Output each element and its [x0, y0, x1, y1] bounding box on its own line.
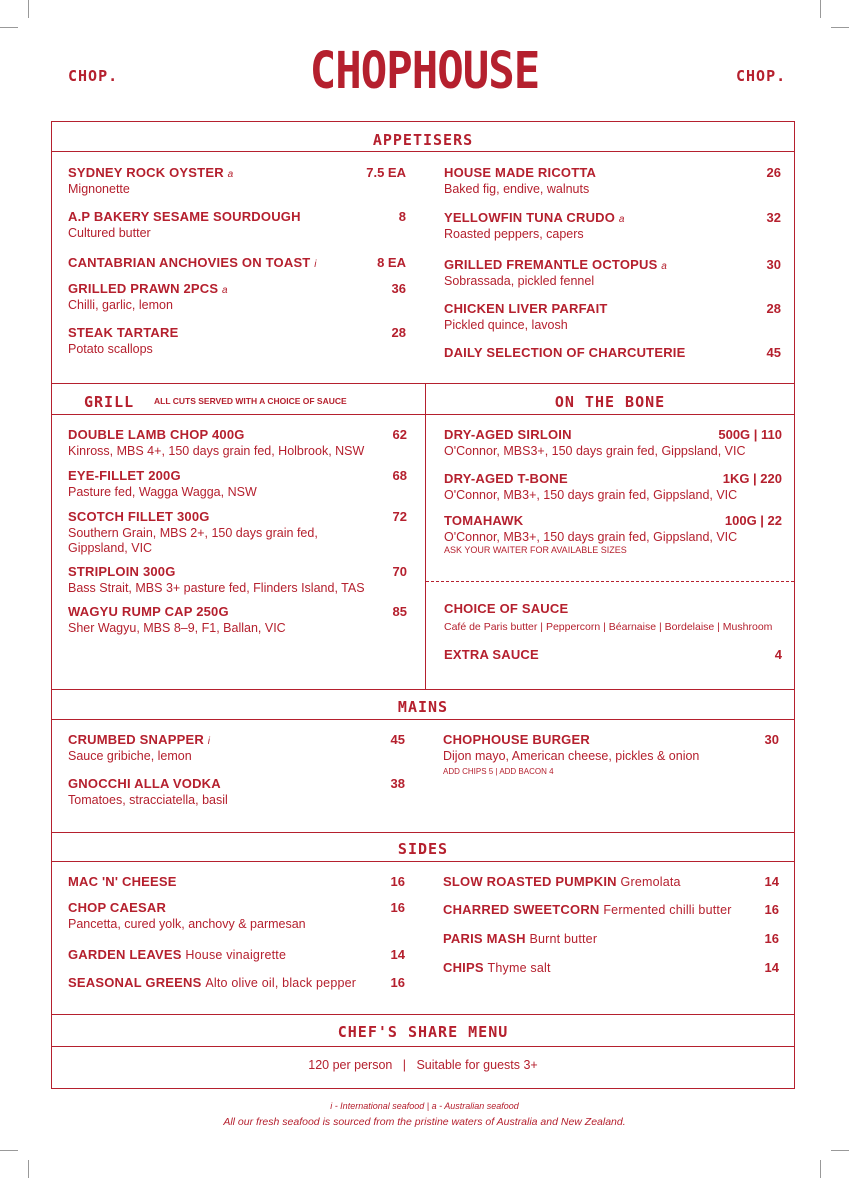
header-right-logo: CHOP. [736, 67, 787, 85]
menu-item: CRUMBED SNAPPER i Sauce gribiche, lemon 45 [68, 732, 405, 763]
menu-item: PARIS MASH Burnt butter 16 [443, 931, 779, 946]
menu-item: CHOPHOUSE BURGER Dijon mayo, American cheese, pickles & onion ADD CHIPS 5 | ADD BACON 4 30 [443, 732, 779, 776]
menu-item: GRILLED FREMANTLE OCTOPUS a Sobrassada, pickled fennel 30 [444, 257, 781, 288]
menu-item: GNOCCHI ALLA VODKA Tomatoes, stracciatella, basil 38 [68, 776, 405, 807]
footer-legend: i - International seafood | a - Australian seafood [330, 1101, 519, 1111]
menu-item: DAILY SELECTION OF CHARCUTERIE 45 [444, 345, 781, 360]
appetisers-title: APPETISERS [372, 131, 474, 149]
menu-item: SLOW ROASTED PUMPKIN Gremolata 14 [443, 874, 779, 889]
appetisers-section [51, 121, 795, 384]
dashed-divider [426, 581, 794, 583]
grill-bone-section [51, 383, 795, 690]
menu-item: DRY-AGED SIRLOIN O'Connor, MBS3+, 150 days grain fed, Gippsland, VIC 500G | 110 [444, 427, 782, 458]
menu-item: A.P BAKERY SESAME SOURDOUGH Cultured butter 8 [68, 209, 406, 240]
extra-sauce-item: EXTRA SAUCE 4 [444, 647, 782, 662]
sides-section [51, 832, 795, 1015]
bone-title: ON THE BONE [554, 393, 666, 411]
menu-item: DOUBLE LAMB CHOP 400G Kinross, MBS 4+, 150 days grain fed, Holbrook, NSW 62 [68, 427, 407, 458]
share-text: 120 per person | Suitable for guests 3+ [308, 1058, 538, 1072]
menu-item: DRY-AGED T-BONE O'Connor, MB3+, 150 days grain fed, Gippsland, VIC 1KG | 220 [444, 471, 782, 502]
menu-item: CHICKEN LIVER PARFAIT Pickled quince, lavosh 28 [444, 301, 781, 332]
menu-item: TOMAHAWK O'Connor, MB3+, 150 days grain fed, Gippsland, VIC ASK YOUR WAITER FOR AVAILABLE SIZES 100G | 22 [444, 513, 782, 555]
mains-title: MAINS [397, 698, 449, 716]
menu-item: GARDEN LEAVES House vinaigrette 14 [68, 947, 405, 962]
menu-item: CHOP CAESAR Pancetta, cured yolk, anchovy & parmesan 16 [68, 900, 405, 931]
menu-item: WAGYU RUMP CAP 250G Sher Wagyu, MBS 8–9, F1, Ballan, VIC 85 [68, 604, 407, 635]
menu-item: GRILLED PRAWN 2PCS a Chilli, garlic, lemon 36 [68, 281, 406, 312]
menu-item: SYDNEY ROCK OYSTER a Mignonette 7.5 EA [68, 165, 406, 196]
menu-item: EYE-FILLET 200G Pasture fed, Wagga Wagga, NSW 68 [68, 468, 407, 499]
page-title: CHOPHOUSE [309, 42, 540, 101]
mains-section [51, 689, 795, 833]
menu-item: SCOTCH FILLET 300G Southern Grain, MBS 2+, 150 days grain fed, Gippsland, VIC 72 [68, 509, 407, 555]
share-section [51, 1014, 795, 1089]
menu-item: CHIPS Thyme salt 14 [443, 960, 779, 975]
menu-item: STEAK TARTARE Potato scallops 28 [68, 325, 406, 356]
grill-subtitle: ALL CUTS SERVED WITH A CHOICE OF SAUCE [154, 396, 347, 406]
menu-item: CHARRED SWEETCORN Fermented chilli butter 16 [443, 902, 779, 917]
menu-item: SEASONAL GREENS Alto olive oil, black pepper 16 [68, 975, 405, 990]
menu-item: YELLOWFIN TUNA CRUDO a Roasted peppers, capers 32 [444, 210, 781, 241]
grill-title: GRILL [84, 393, 135, 411]
sides-title: SIDES [397, 840, 449, 858]
share-title: CHEF'S SHARE MENU [337, 1023, 509, 1041]
menu-item: HOUSE MADE RICOTTA Baked fig, endive, walnuts 26 [444, 165, 781, 196]
footer-note: All our fresh seafood is sourced from the pristine waters of Australia and New Zealand. [223, 1116, 626, 1128]
menu-item: CANTABRIAN ANCHOVIES ON TOAST i 8 EA [68, 255, 406, 270]
header-left-logo: CHOP. [68, 67, 119, 85]
menu-item: MAC 'N' CHEESE 16 [68, 874, 405, 889]
sauce-item: CHOICE OF SAUCE Café de Paris butter | Peppercorn | Béarnaise | Bordelaise | Mushroom [444, 601, 773, 633]
menu-item: STRIPLOIN 300G Bass Strait, MBS 3+ pasture fed, Flinders Island, TAS 70 [68, 564, 407, 595]
